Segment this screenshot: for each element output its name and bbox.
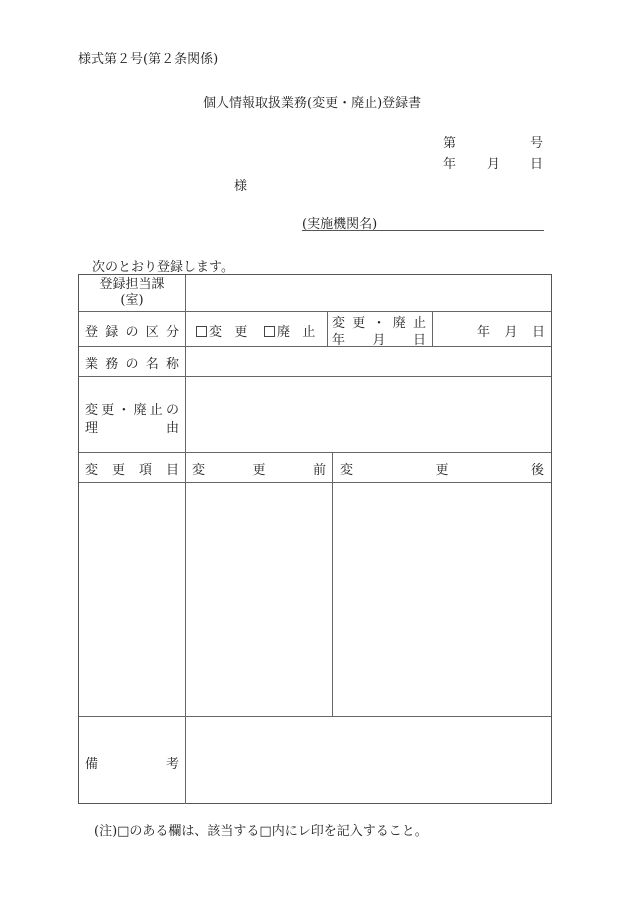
change-date-value[interactable]: 年 月 日 [477, 325, 545, 340]
business-name-input[interactable] [186, 347, 552, 376]
addressee-suffix: 様 [234, 179, 248, 194]
date-year-label: 年 [443, 157, 457, 172]
org-name-label: (実施機関名) [302, 217, 378, 232]
before-input[interactable] [186, 483, 332, 716]
org-name-field[interactable] [302, 213, 544, 231]
change-date-label-line1: 変 更 ・ 廃 止 [332, 316, 426, 331]
option-abolish[interactable]: 廃 止 [264, 321, 315, 340]
doc-number-prefix: 第 [443, 136, 457, 151]
items-input[interactable] [79, 483, 185, 716]
after-label: 変 更 後 [340, 463, 544, 478]
dept-label-line2: (室) [120, 293, 144, 308]
date-day-label: 日 [530, 157, 544, 172]
date-month-label: 月 [487, 157, 501, 172]
reason-input[interactable] [186, 377, 552, 452]
footnote: (注)□のある欄は、該当する□内にレ印を記入すること。 [94, 824, 428, 839]
after-input[interactable] [333, 483, 552, 716]
registration-table [78, 274, 552, 804]
before-label: 変 更 前 [192, 463, 326, 478]
reason-label-line2: 理 由 [85, 421, 179, 436]
reason-label-line1: 変 更 ・ 廃 止 の [85, 403, 179, 418]
form-number: 様式第２号(第２条関係) [78, 52, 219, 67]
abolish-checkbox[interactable] [264, 326, 275, 337]
business-name-label: 業 務 の 名 称 [85, 357, 179, 372]
intro-text: 次のとおり登録します。 [92, 260, 234, 275]
doc-number-suffix: 号 [530, 136, 544, 151]
dept-label-line1: 登録担当課 [99, 277, 165, 292]
remarks-input[interactable] [186, 717, 552, 804]
category-label: 登 録 の 区 分 [85, 325, 179, 340]
dept-input[interactable] [186, 275, 552, 311]
change-date-label-line2: 年 月 日 [332, 333, 426, 348]
remarks-label: 備 考 [85, 757, 179, 772]
items-label: 変 更 項 目 [85, 463, 179, 478]
document-title: 個人情報取扱業務(変更・廃止)登録書 [203, 96, 422, 111]
option-change[interactable]: 変 更 [196, 321, 247, 340]
change-checkbox[interactable] [196, 326, 207, 337]
